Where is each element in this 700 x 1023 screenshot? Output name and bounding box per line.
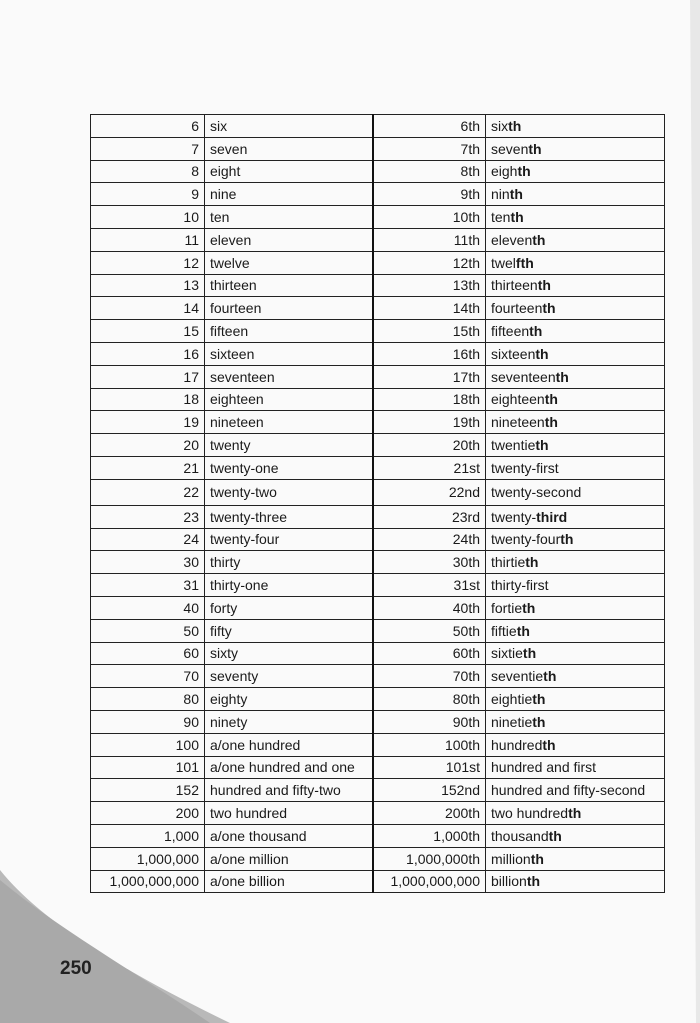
ordinal-word — [486, 456, 665, 479]
ordinal-number: 21st — [373, 456, 486, 479]
ordinal-stem: billion — [491, 873, 527, 890]
ordinal-number: 17th — [373, 365, 486, 388]
ordinal-word — [486, 183, 665, 206]
table-row — [91, 411, 665, 434]
cardinal-number: 13 — [91, 274, 205, 297]
table-row — [91, 228, 665, 251]
ordinal-stem: twenty-four — [491, 531, 561, 548]
ordinal-word — [486, 274, 665, 297]
cardinal-number: 9 — [91, 183, 205, 206]
ordinal-stem: seven — [491, 140, 529, 157]
cardinal-number: 1,000,000,000 — [91, 870, 205, 893]
ordinal-number: 19th — [373, 411, 486, 434]
table-row — [91, 365, 665, 388]
cardinal-word: a/one hundred and one — [205, 756, 373, 779]
table-row — [91, 251, 665, 274]
ordinal-stem: nin — [491, 186, 510, 203]
table-row — [91, 388, 665, 411]
page-number: 250 — [60, 958, 92, 979]
ordinal-word — [486, 824, 665, 847]
ordinal-stem: fortie — [491, 599, 523, 616]
ordinal-number: 14th — [373, 297, 486, 320]
table-row — [91, 733, 665, 756]
ordinal-word — [486, 528, 665, 551]
ordinal-suffix: th — [530, 850, 544, 867]
cardinal-word: nineteen — [205, 411, 373, 434]
ordinal-suffix: th — [568, 805, 582, 821]
ordinal-stem: fifteen — [491, 323, 530, 340]
table-row — [91, 870, 665, 893]
ordinal-word — [486, 434, 665, 457]
ordinal-stem: twel — [491, 254, 516, 271]
cardinal-number: 90 — [91, 710, 205, 733]
ordinal-suffix: th — [537, 277, 551, 294]
cardinal-number: 10 — [91, 206, 205, 229]
ordinal-stem: twenty- — [491, 508, 537, 525]
table-row — [91, 505, 665, 528]
cardinal-word: a/one thousand — [205, 824, 373, 847]
ordinal-stem: twenty-first — [491, 459, 559, 476]
ordinal-word — [486, 206, 665, 229]
ordinal-suffix: th — [528, 140, 542, 157]
ordinal-stem: thirtie — [491, 554, 526, 571]
ordinal-stem: twenty-second — [491, 484, 582, 501]
ordinal-word — [486, 733, 665, 756]
table-row — [91, 434, 665, 457]
cardinal-word: nine — [205, 183, 373, 206]
cardinal-word: forty — [205, 596, 373, 619]
cardinal-number: 23 — [91, 505, 205, 528]
ordinal-number: 1,000,000,000 — [373, 870, 486, 893]
ordinal-word — [486, 137, 665, 160]
cardinal-number: 14 — [91, 297, 205, 320]
ordinal-stem: eleven — [491, 231, 533, 248]
ordinal-number: 24th — [373, 528, 486, 551]
ordinal-number: 7th — [373, 137, 486, 160]
ordinal-word — [486, 479, 665, 505]
table-row — [91, 619, 665, 642]
table-row — [91, 342, 665, 365]
cardinal-number: 8 — [91, 160, 205, 183]
ordinal-word — [486, 596, 665, 619]
table-row — [91, 688, 665, 711]
cardinal-word: fifteen — [205, 320, 373, 343]
cardinal-word: twenty-four — [205, 528, 373, 551]
ordinal-suffix: th — [532, 713, 546, 730]
ordinal-number: 70th — [373, 665, 486, 688]
cardinal-word: twenty-three — [205, 505, 373, 528]
ordinal-stem: sixteen — [491, 345, 536, 362]
table-row — [91, 824, 665, 847]
cardinal-number: 31 — [91, 574, 205, 597]
ordinal-word — [486, 688, 665, 711]
cardinal-number: 1,000 — [91, 824, 205, 847]
ordinal-word — [486, 642, 665, 665]
cardinal-number: 7 — [91, 137, 205, 160]
table-row — [91, 802, 665, 825]
ordinal-word — [486, 115, 665, 138]
cardinal-number: 101 — [91, 756, 205, 779]
table-row — [91, 779, 665, 802]
cardinal-word: fifty — [205, 619, 373, 642]
ordinal-word — [486, 251, 665, 274]
ordinal-word — [486, 388, 665, 411]
ordinal-suffix: th — [532, 691, 546, 708]
ordinal-number: 60th — [373, 642, 486, 665]
cardinal-word: ten — [205, 206, 373, 229]
table-row — [91, 115, 665, 138]
ordinal-number: 30th — [373, 551, 486, 574]
ordinal-suffix: th — [532, 231, 546, 248]
cardinal-number: 12 — [91, 251, 205, 274]
ordinal-stem: thousand — [491, 827, 549, 844]
ordinal-suffix: th — [522, 599, 536, 616]
ordinal-number: 50th — [373, 619, 486, 642]
table-row — [91, 479, 665, 505]
table-row — [91, 642, 665, 665]
table-row — [91, 320, 665, 343]
ordinal-number: 13th — [373, 274, 486, 297]
ordinal-stem: fiftie — [491, 622, 517, 639]
cardinal-number: 6 — [91, 115, 205, 138]
ordinal-word — [486, 228, 665, 251]
ordinal-word — [486, 847, 665, 870]
cardinal-number: 22 — [91, 479, 205, 505]
cardinal-number: 11 — [91, 228, 205, 251]
ordinal-number: 100th — [373, 733, 486, 756]
ordinal-suffix: th — [529, 323, 543, 340]
ordinal-stem: ninetie — [491, 713, 533, 730]
cardinal-number: 16 — [91, 342, 205, 365]
ordinal-stem: eigh — [491, 163, 518, 180]
cardinal-number: 17 — [91, 365, 205, 388]
cardinal-word: sixty — [205, 642, 373, 665]
cardinal-word: hundred and fifty-two — [205, 779, 373, 802]
cardinal-number: 50 — [91, 619, 205, 642]
ordinal-number: 90th — [373, 710, 486, 733]
ordinal-number: 15th — [373, 320, 486, 343]
ordinal-word — [486, 551, 665, 574]
cardinal-word: thirty — [205, 551, 373, 574]
table-row — [91, 665, 665, 688]
ordinal-suffix: th — [525, 554, 539, 571]
ordinal-word — [486, 756, 665, 779]
table-row — [91, 160, 665, 183]
cardinal-number: 70 — [91, 665, 205, 688]
ordinal-number: 1,000th — [373, 824, 486, 847]
ordinal-suffix: third — [536, 508, 568, 525]
ordinal-suffix: th — [508, 117, 522, 134]
ordinal-suffix: th — [509, 186, 523, 203]
ordinal-number: 20th — [373, 434, 486, 457]
cardinal-number: 30 — [91, 551, 205, 574]
table-row — [91, 847, 665, 870]
ordinal-suffix: th — [548, 827, 562, 844]
ordinal-stem: seventie — [491, 668, 544, 685]
cardinal-word: six — [205, 115, 373, 138]
cardinal-number: 19 — [91, 411, 205, 434]
ordinal-stem: thirteen — [491, 277, 538, 294]
ordinal-number: 152nd — [373, 779, 486, 802]
cardinal-number: 60 — [91, 642, 205, 665]
ordinal-suffix: th — [510, 209, 524, 226]
cardinal-word: sixteen — [205, 342, 373, 365]
cardinal-word: a/one million — [205, 847, 373, 870]
table-row — [91, 528, 665, 551]
table-row — [91, 596, 665, 619]
cardinal-number: 200 — [91, 802, 205, 825]
cardinal-number: 152 — [91, 779, 205, 802]
ordinal-word — [486, 802, 665, 825]
ordinal-suffix: th — [543, 668, 557, 685]
ordinal-stem: nineteen — [491, 414, 545, 431]
ordinal-word — [486, 320, 665, 343]
table-row — [91, 183, 665, 206]
ordinal-word — [486, 619, 665, 642]
table-row — [91, 137, 665, 160]
cardinal-word: eight — [205, 160, 373, 183]
ordinal-number: 40th — [373, 596, 486, 619]
cardinal-number: 1,000,000 — [91, 847, 205, 870]
cardinal-number: 24 — [91, 528, 205, 551]
table-row — [91, 551, 665, 574]
cardinal-number: 80 — [91, 688, 205, 711]
cardinal-number: 21 — [91, 456, 205, 479]
cardinal-word: a/one billion — [205, 870, 373, 893]
ordinal-word — [486, 779, 665, 802]
ordinal-number: 22nd — [373, 479, 486, 505]
cardinal-word: seven — [205, 137, 373, 160]
ordinal-number: 16th — [373, 342, 486, 365]
cardinal-number: 18 — [91, 388, 205, 411]
table-row — [91, 574, 665, 597]
ordinal-suffix: th — [535, 437, 549, 454]
ordinal-word — [486, 870, 665, 893]
cardinal-word: seventy — [205, 665, 373, 688]
ordinal-number: 1,000,000th — [373, 847, 486, 870]
ordinal-suffix: th — [522, 645, 537, 662]
ordinal-number: 80th — [373, 688, 486, 711]
ordinal-suffix: th — [542, 736, 556, 753]
ordinal-suffix: fth — [515, 254, 534, 271]
ordinal-stem: hundred and first — [491, 759, 597, 776]
ordinal-suffix: th — [544, 391, 558, 408]
ordinal-stem: hundred — [491, 736, 543, 753]
ordinal-word — [486, 365, 665, 388]
ordinal-stem: million — [491, 850, 531, 867]
ordinal-stem: seventeen — [491, 368, 556, 385]
cardinal-number: 15 — [91, 320, 205, 343]
ordinal-number: 200th — [373, 802, 486, 825]
table-row — [91, 274, 665, 297]
ordinal-word — [486, 710, 665, 733]
ordinal-stem: sixtie — [491, 645, 523, 662]
cardinal-word: thirteen — [205, 274, 373, 297]
ordinal-suffix: th — [526, 873, 541, 890]
ordinal-suffix: th — [542, 300, 556, 317]
ordinal-suffix: th — [555, 368, 569, 385]
cardinal-word: eighty — [205, 688, 373, 711]
table-row — [91, 456, 665, 479]
ordinal-number: 9th — [373, 183, 486, 206]
ordinal-stem: six — [491, 117, 509, 134]
cardinal-word: twenty-two — [205, 479, 373, 505]
cardinal-word: thirty-one — [205, 574, 373, 597]
cardinal-word: a/one hundred — [205, 733, 373, 756]
numbers-table-body — [91, 115, 665, 893]
ordinal-suffix: th — [560, 531, 574, 548]
ordinal-word — [486, 297, 665, 320]
ordinal-stem: fourteen — [491, 300, 543, 317]
ordinal-number: 23rd — [373, 505, 486, 528]
cardinal-word: two hundred — [205, 802, 373, 825]
cardinal-word: eleven — [205, 228, 373, 251]
ordinal-word — [486, 160, 665, 183]
ordinal-suffix: th — [535, 345, 549, 362]
cardinal-word: twelve — [205, 251, 373, 274]
ordinal-suffix: th — [517, 163, 531, 180]
cardinal-number: 40 — [91, 596, 205, 619]
table-row — [91, 710, 665, 733]
cardinal-word: eighteen — [205, 388, 373, 411]
ordinal-word — [486, 574, 665, 597]
ordinal-number: 101st — [373, 756, 486, 779]
cardinal-word: twenty — [205, 434, 373, 457]
cardinal-word: twenty-one — [205, 456, 373, 479]
ordinal-number: 11th — [373, 228, 486, 251]
ordinal-number: 8th — [373, 160, 486, 183]
ordinal-stem: eighteen — [491, 391, 545, 408]
ordinal-stem: eightie — [491, 691, 533, 708]
ordinal-stem: thirty-first — [491, 577, 549, 594]
ordinal-stem: hundred and fifty-second — [491, 782, 646, 799]
cardinal-number: 100 — [91, 733, 205, 756]
ordinal-number: 10th — [373, 206, 486, 229]
table-row — [91, 756, 665, 779]
ordinal-suffix: th — [516, 622, 530, 639]
ordinal-word — [486, 342, 665, 365]
ordinal-stem: two hundred — [491, 805, 569, 821]
ordinal-suffix: th — [544, 414, 558, 431]
ordinal-stem: twentie — [491, 437, 536, 454]
table-row — [91, 206, 665, 229]
cardinal-number: 20 — [91, 434, 205, 457]
ordinal-number: 6th — [373, 115, 486, 138]
table-row — [91, 297, 665, 320]
ordinal-number: 12th — [373, 251, 486, 274]
cardinal-word: ninety — [205, 710, 373, 733]
numbers-table — [90, 114, 665, 893]
ordinal-word — [486, 665, 665, 688]
ordinal-number: 31st — [373, 574, 486, 597]
ordinal-stem: ten — [491, 209, 511, 226]
cardinal-word: seventeen — [205, 365, 373, 388]
ordinal-number: 18th — [373, 388, 486, 411]
ordinal-word — [486, 505, 665, 528]
cardinal-word: fourteen — [205, 297, 373, 320]
ordinal-word — [486, 411, 665, 434]
